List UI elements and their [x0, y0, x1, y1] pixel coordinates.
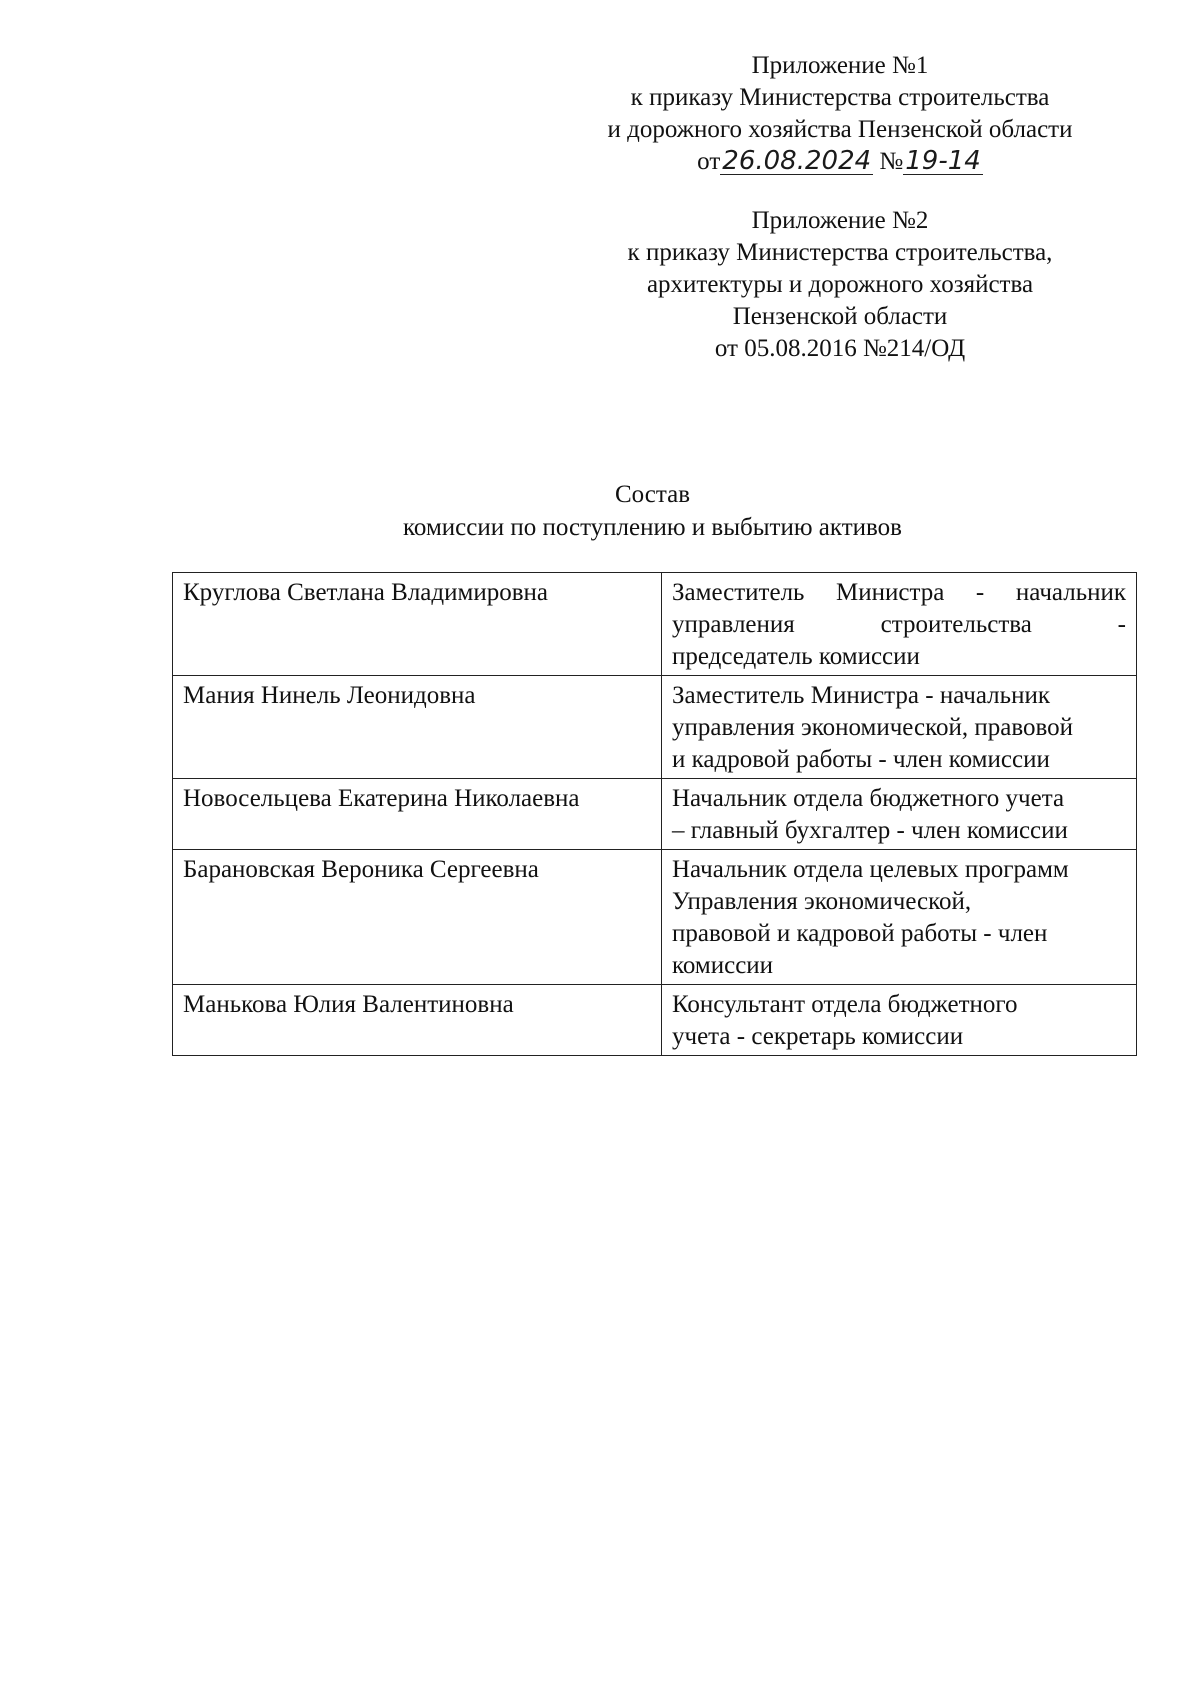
- role-line: и кадровой работы - член комиссии: [672, 746, 1050, 773]
- role-line: Управления экономической,: [672, 888, 972, 915]
- role-line: Начальник отдела целевых программ: [672, 856, 1069, 883]
- member-name: Барановская Вероника Сергеевна: [173, 850, 662, 985]
- handwritten-number: 19-14: [905, 146, 981, 176]
- title-line-2: комиссии по поступлению и выбытию активов: [403, 514, 902, 541]
- member-name: Новосельцева Екатерина Николаевна: [173, 779, 662, 850]
- member-name: Мания Нинель Леонидовна: [173, 676, 662, 779]
- appendix-1-title: Приложение №1: [751, 52, 929, 79]
- member-role: [662, 850, 1137, 985]
- member-name: Круглова Светлана Владимировна: [173, 573, 662, 676]
- member-role: [662, 779, 1137, 850]
- appendix-2-line-4: Пензенской области: [732, 303, 948, 330]
- role-line: управления строительства -: [672, 611, 1126, 638]
- member-role: [662, 573, 1137, 676]
- role-line: Начальник отдела бюджетного учета: [672, 785, 1065, 812]
- table-row: [173, 850, 1137, 985]
- appendix-1-line-2: к приказу Министерства строительства: [630, 84, 1050, 111]
- member-role: [662, 676, 1137, 779]
- handwritten-date: 26.08.2024: [722, 146, 872, 176]
- member-name: Манькова Юлия Валентиновна: [173, 985, 662, 1056]
- appendix-1-header: [560, 50, 1120, 178]
- number-prefix: №: [879, 148, 904, 175]
- role-line: председатель комиссии: [672, 643, 920, 670]
- commission-table: [172, 572, 1137, 1056]
- role-line: правовой и кадровой работы - член: [672, 920, 1048, 947]
- appendix-1-date-line: [560, 146, 1120, 178]
- appendix-2-line-2: к приказу Министерства строительства,: [627, 239, 1053, 266]
- appendix-2-header: [560, 205, 1120, 365]
- role-line: учета - секретарь комиссии: [672, 1023, 964, 1050]
- appendix-2-line-5: от 05.08.2016 №214/ОД: [714, 335, 966, 362]
- table-row: [173, 985, 1137, 1056]
- table-row: [173, 676, 1137, 779]
- table-row: [173, 573, 1137, 676]
- title-line-1: Состав: [614, 481, 691, 508]
- date-prefix: от: [697, 148, 721, 175]
- appendix-1-line-3: и дорожного хозяйства Пензенской области: [607, 116, 1073, 143]
- role-line: управления экономической, правовой: [672, 714, 1074, 741]
- role-line: – главный бухгалтер - член комиссии: [672, 817, 1068, 844]
- table-row: [173, 779, 1137, 850]
- role-line: Заместитель Министра - начальник: [672, 682, 1050, 709]
- role-line: комиссии: [672, 952, 774, 979]
- appendix-2-line-3: архитектуры и дорожного хозяйства: [646, 271, 1034, 298]
- document-title: [170, 478, 1135, 544]
- appendix-2-title: Приложение №2: [751, 207, 929, 234]
- role-line: Заместитель Министра - начальник: [672, 579, 1126, 606]
- role-line: Консультант отдела бюджетного: [672, 991, 1018, 1018]
- member-role: [662, 985, 1137, 1056]
